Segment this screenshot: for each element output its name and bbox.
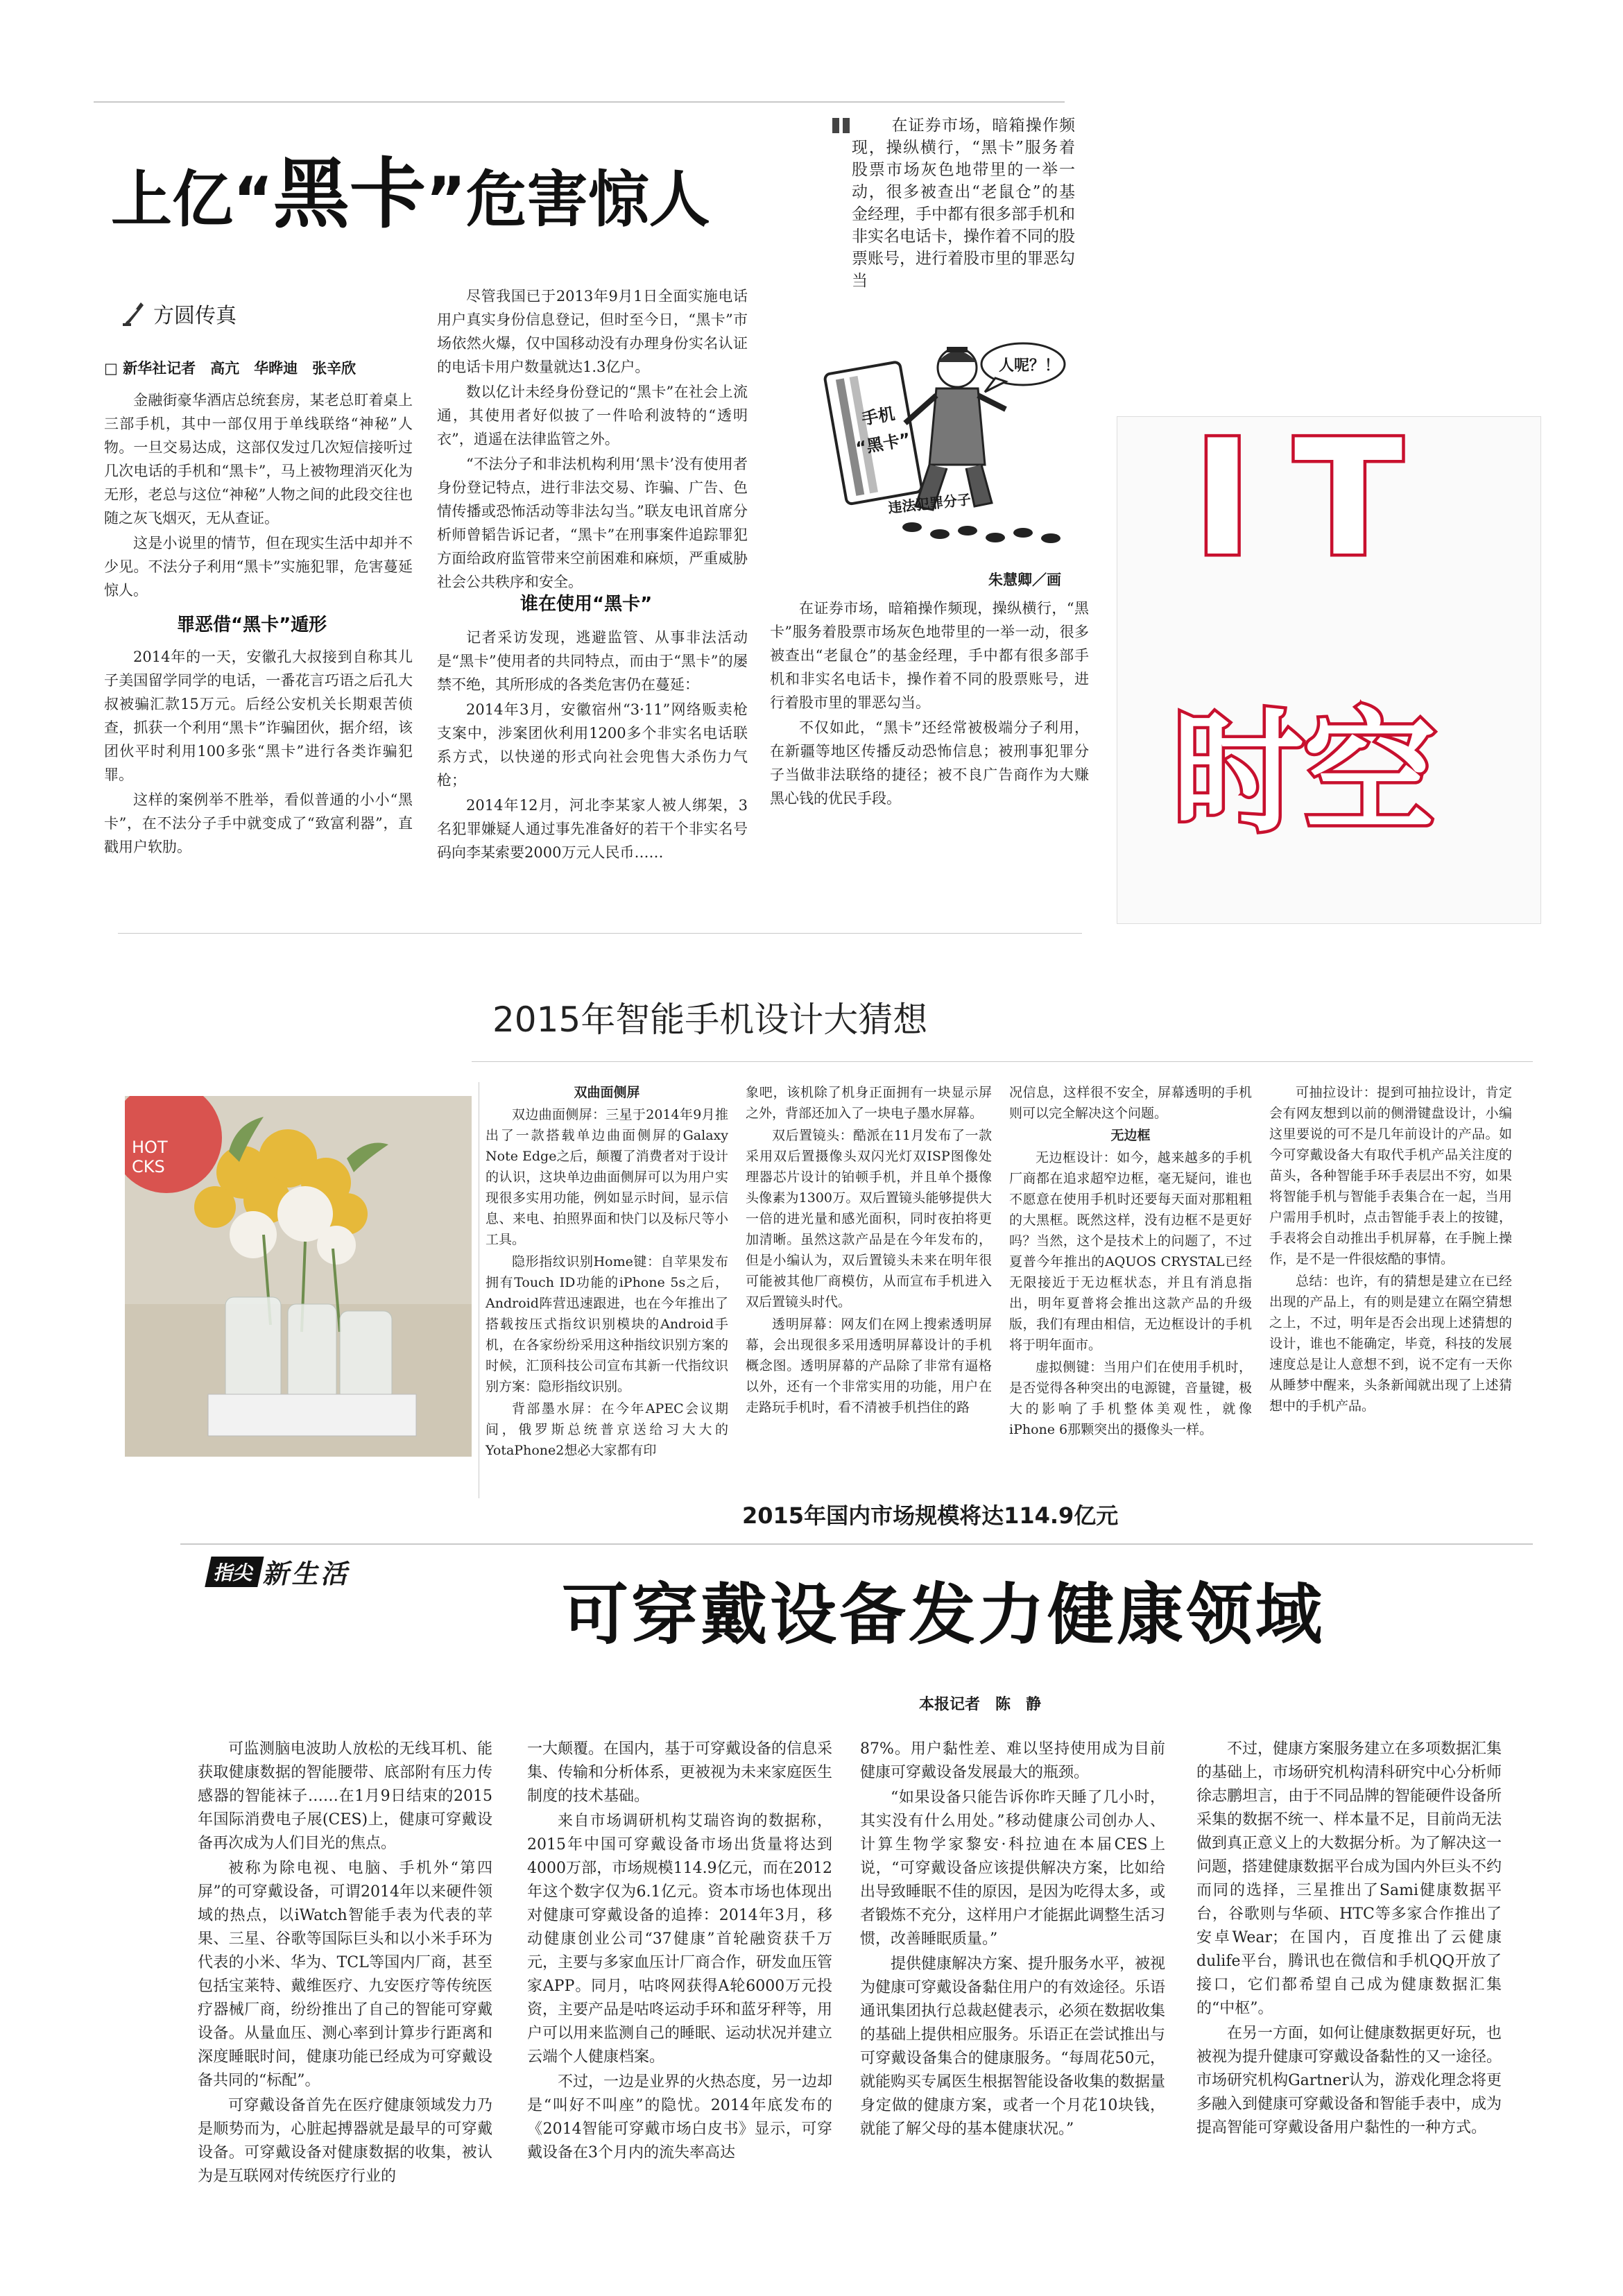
subhead: 双曲面侧屏 xyxy=(574,1085,640,1100)
quote-mark-icon xyxy=(832,118,852,133)
paragraph: “不法分子和非法机构利用‘黑卡’没有使用者身份登记特点，进行非法交易、诈骗、广告、色情传播或恐怖活动等非法勾当。”联友电讯首席分析师曾韬告诉记者，“黑卡”在刑事案件追踪罪犯方面给政府监管带来空前困难和麻烦，严重威胁社会公共秩序和安全。 xyxy=(437,456,748,590)
article1-subhead-2: 谁在使用“黑卡” xyxy=(520,594,653,615)
paragraph: 可抽拉设计：提到可抽拉设计，肯定会有网友想到以前的侧滑键盘设计，小编这里要说的可不是几年前设计的产品。如今可穿戴设备大有取代手机产品关注度的苗头，各种智能手环手表层出不穷，如果将智能手机与智能手表集合在一起，当用户需用手机时，点击智能手表上的按键，手表将会自动推出手机屏幕，在手腕上操作，是不是一件很炫酷的事情。 xyxy=(1269,1085,1512,1267)
paragraph: 况信息，这样很不安全，屏幕透明的手机则可以完全解决这个问题。 xyxy=(1009,1085,1252,1121)
article1-byline: □ 新华社记者 高亢 华晔迪 张辛欣 xyxy=(104,360,357,377)
section-rule xyxy=(180,1543,1533,1545)
paragraph: “如果设备只能告诉你昨天睡了几小时，其实没有什么用处。”移动健康公司创办人、计算生物学家黎安·科拉迪在本届CES上说，“可穿戴设备应该提供解决方案，比如给出导致睡眠不佳的原因，是因为吃得太多，或者锻炼不充分，这样用户才能据此调整生活习惯，改善睡眠质量。” xyxy=(860,1789,1166,1948)
paragraph: 在另一方面，如何让健康数据更好玩，也被视为提升健康可穿戴设备黏性的又一途径。市场研究机构Gartner认为，游戏化理念将更多融入到健康可穿戴设备和智能手表中，成为提高智能可穿戴设备用户黏性的一种方式。 xyxy=(1196,2025,1502,2136)
article1-col3 xyxy=(770,597,1089,810)
paragraph: 数以亿计未经身份登记的“黑卡”在社会上流通，其使用者好似披了一件哈利波特的“透明衣”，逍遥在法律监管之外。 xyxy=(437,384,748,447)
paragraph: 在证券市场，暗箱操作频现，操纵横行，“黑卡”服务着股票市场灰色地带里的一举一动，很多被查出“老鼠仓”的基金经理，手中都有很多部手机和非实名电话卡，操作着不同的股票账号，进行着股市里的罪恶勾当。 xyxy=(770,600,1089,711)
paragraph: 这是小说里的情节，但在现实生活中却并不少见。不法分子利用“黑卡”实施犯罪，危害蔓延惊人。 xyxy=(104,535,413,599)
paragraph: 双后置镜头：酷派在11月发布了一款采用双后置摄像头双闪光灯双ISP图像处理器芯片设计的铂顿手机，并且单个摄像头像素为1300万。双后置镜头能够提供大一倍的进光量和感光面积，同时夜拍将更加清晰。虽然这款产品是在今年发布的，但是小编认为，双后置镜头未来在明年很可能被其他厂商模仿，从而宣布手机进入双后置镜头时代。 xyxy=(746,1128,992,1310)
article1-col1b xyxy=(104,645,413,859)
section-label xyxy=(204,1552,357,1591)
paragraph: 象吧，该机除了机身正面拥有一块显示屏之外，背部还加入了一块电子墨水屏幕。 xyxy=(746,1085,992,1121)
subhead: 无边框 xyxy=(1110,1128,1151,1143)
paragraph: 提供健康解决方案、提升服务水平，被视为健康可穿戴设备黏住用户的有效途径。乐语通讯集团执行总裁赵健表示，必须在数据收集的基础上提供相应服务。乐语正在尝试推出与可穿戴设备集合的健康服务。“每周花50元，就能购买专属医生根据智能设备收集的数据量身定做的健康方案，或者一个月花10块钱，就能了解父母的基本健康状况。” xyxy=(860,1955,1166,2138)
headline-post: ”危害惊人 xyxy=(425,164,710,235)
article1-col2 xyxy=(437,284,748,594)
cartoon-card-label xyxy=(849,398,913,463)
article3-col4 xyxy=(1196,1738,1502,2140)
article3-headline: 可穿戴设备发力健康领域 xyxy=(562,1575,1325,1654)
headline-pre: 上亿“ xyxy=(111,164,273,235)
feather-pen-icon xyxy=(121,300,146,327)
paragraph: 2014年3月，安徽宿州“3·11”网络贩卖枪支案中，涉案团伙利用1200多个非实名电话联系方式，以快递的形式向社会兜售大杀伤力气枪； xyxy=(437,701,748,789)
paragraph: 尽管我国已于2013年9月1日全面实施电话用户真实身份信息登记，但时至今日，“黑卡”市场依然火爆，仅中国移动没有办理身份实名认证的电话卡用户数量就达1.3亿户。 xyxy=(437,288,748,375)
card-label-line1: 手机 xyxy=(860,404,897,429)
article1-col1 xyxy=(104,388,413,602)
cartoon-bubble-text: 人呢？！ xyxy=(999,357,1060,375)
paragraph: 总结：也许，有的猜想是建立在已经出现的产品上，有的则是建立在隔空猜想之上，不过，明年是否会出现上述猜想的设计，谁也不能确定，毕竟，科技的发展速度总是让人意想不到，说不定有一天你从睡梦中醒来，头条新闻就出现了上述猜想中的手机产品。 xyxy=(1269,1274,1512,1414)
cartoon-credit: 朱慧卿／画 xyxy=(988,572,1061,588)
headline-emphasis: 黑卡 xyxy=(273,150,426,239)
cartoon-foot-caption: 违法犯罪分子 xyxy=(887,490,972,517)
paragraph: 2014年的一天，安徽孔大叔接到自称其儿子美国留学同学的电话，一番花言巧语之后孔大叔被骗汇款15万元。后经公安机关长期艰苦侦查，抓获一个利用“黑卡”诈骗团伙，据介绍，该团伙平时利用100多张“黑卡”进行各类诈骗犯罪。 xyxy=(104,649,413,783)
paragraph: 隐形指纹识别Home键：自苹果发布拥有Touch ID功能的iPhone 5s之后，Android阵营迅速跟进，也在今年推出了搭载按压式指纹识别模块的Android手机，在各家纷纷采用这种指纹识别方案的时候，汇顶科技公司宣布其新一代指纹识别方案：隐形指纹识别。 xyxy=(486,1254,728,1394)
paragraph: 双边曲面侧屏：三星于2014年9月推出了一款搭载单边曲面侧屏的Galaxy Note Edge之后，颠覆了消费者对于设计的认识，这块单边曲面侧屏可以为用户实现很多实用功能，例如显示时间，显示信息、来电、拍照界面和快门以及标尺等小工具。 xyxy=(486,1107,728,1247)
it-title-top: IT xyxy=(1193,406,1445,592)
photo-badge xyxy=(132,1138,168,1176)
article2-col3 xyxy=(1009,1082,1252,1440)
column-label-text: 方圆传真 xyxy=(153,304,237,328)
paragraph: 虚拟侧键：当用户们在使用手机时，是否觉得各种突出的电源键，音量键，极大的影响了手机整体美观性，就像iPhone 6那颗突出的摄像头一样。 xyxy=(1009,1360,1252,1437)
article2-col1 xyxy=(486,1082,728,1461)
article3-byline: 本报记者 陈 静 xyxy=(919,1696,1042,1713)
paragraph: 87%。用户黏性差、难以坚持使用成为目前健康可穿戴设备发展最大的瓶颈。 xyxy=(860,1740,1165,1781)
paragraph: 不过，健康方案服务建立在多项数据汇集的基础上，市场研究机构清科研究中心分析师徐志鹏坦言，由于不同品牌的智能硬件设备所采集的数据不统一、样本量不足，目前尚无法做到真正意义上的大数据分析。为了解决这一问题，搭建健康数据平台成为国内外巨头不约而同的选择，三星推出了Sami健康数据平台，谷歌则与华硕、HTC等多家合作推出了安卓Wear；在国内，百度推出了云健康dulife平台，腾讯也在微信和手机QQ开放了接口，它们都希望自己成为健康数据汇集的“中枢”。 xyxy=(1196,1740,1502,2017)
article2-headline: 2015年智能手机设计大猜想 xyxy=(492,1000,928,1040)
article2-col2 xyxy=(746,1082,992,1418)
section-divider xyxy=(118,933,1082,934)
top-rule xyxy=(94,101,1065,103)
paragraph: 背部墨水屏：在今年APEC会议期间，俄罗斯总统普京送给习大大的YotaPhone2想必大家都有印 xyxy=(486,1401,728,1458)
article3-col1 xyxy=(198,1738,492,2188)
article1-subhead-1: 罪恶借“黑卡”遁形 xyxy=(177,615,327,635)
photo-badge-line1: HOT xyxy=(132,1138,168,1157)
card-label-line2: “黑卡” xyxy=(854,429,912,459)
article1-headline xyxy=(111,150,710,239)
article3-col3 xyxy=(860,1738,1165,2141)
paragraph: 被称为除电视、电脑、手机外“第四屏”的可穿戴设备，可谓2014年以来硬件领域的热点，以iWatch智能手表为代表的苹果、三星、谷歌等国际巨头和以小米手环为代表的小米、华为、TCL等国内厂商，甚至包括宝莱特、戴维医疗、九安医疗等传统医疗器械厂商，纷纷推出了自己的智能可穿戴设备。从量血压、测心率到计算步行距离和深度睡眠时间，健康功能已经成为可穿戴设备共同的“标配”。 xyxy=(198,1860,492,2089)
article3-kicker: 2015年国内市场规模将达114.9亿元 xyxy=(742,1502,1119,1529)
paragraph: 记者采访发现，逃避监管、从事非法活动是“黑卡”使用者的共同特点，而由于“黑卡”的屡禁不绝，其所形成的各类危害仍在蔓延： xyxy=(437,629,748,693)
column-label xyxy=(121,298,237,329)
paragraph: 2014年12月，河北李某家人被人绑架，3名犯罪嫌疑人通过事先准备好的若干个非实名号码向李某索要2000万元人民币…… xyxy=(437,797,748,861)
article3-col2 xyxy=(527,1738,832,2165)
headline-underline xyxy=(472,1061,1533,1062)
photo-badge-line2: CKS xyxy=(132,1157,165,1176)
article1-col2b xyxy=(437,626,748,864)
section-label-1: 指尖 xyxy=(205,1557,264,1587)
paragraph: 这样的案例举不胜举，看似普通的小小“黑卡”，在不法分子手中就变成了“致富利器”，直戳用户软肋。 xyxy=(104,791,413,855)
paragraph: 金融街豪华酒店总统套房，某老总盯着桌上三部手机，其中一部仅用于单线联络“神秘”人物。一旦交易达成，这部仅发过几次短信接听过几次电话的手机和“黑卡”，马上被物理消灭化为无形，老总与这位“神秘”人物之间的此段交往也随之灰飞烟灭，无从查证。 xyxy=(104,392,413,526)
paragraph: 不过，一边是业界的火热态度，另一边却是“叫好不叫座”的隐忧。2014年底发布的《2014智能可穿戴市场白皮书》显示，可穿戴设备在3个月内的流失率高达 xyxy=(527,2073,833,2161)
paragraph: 可穿戴设备首先在医疗健康领域发力乃是顺势而为，心脏起搏器就是最早的可穿戴设备。可穿戴设备对健康数据的收集，被认为是互联网对传统医疗行业的 xyxy=(198,2097,492,2185)
article1-pullquote xyxy=(852,114,1075,292)
section-label-2: 新生活 xyxy=(261,1558,356,1589)
flower-photo xyxy=(125,1096,472,1457)
paragraph: 一大颠覆。在国内，基于可穿戴设备的信息采集、传输和分析体系，更被视为未来家庭医生制度的技术基础。 xyxy=(527,1740,833,1805)
paragraph: 来自市场调研机构艾瑞咨询的数据称，2015年中国可穿戴设备市场出货量将达到4000万部，市场规模114.9亿元，而在2012年这个数字仅为6.1亿元。资本市场也体现出对健康可穿戴设备的追捧：2014年3月，移动健康创业公司“37健康”首轮融资获千万元，主要与多家血压计厂商合作，研发血压管家APP。同月，咕咚网获得A轮6000万元投资，主要产品是咕咚运动手环和蓝牙秤等，用户可以用来监测自己的睡眠、运动状况并建立云端个人健康档案。 xyxy=(527,1813,833,2066)
article2-col4 xyxy=(1269,1082,1512,1416)
paragraph: 可监测脑电波助人放松的无线耳机、能获取健康数据的智能腰带、底部附有压力传感器的智能袜子……在1月9日结束的2015年国际消费电子展(CES)上，健康可穿戴设备再次成为人们目光的焦点。 xyxy=(198,1740,492,1852)
it-title-bottom: 时空 xyxy=(1172,696,1436,850)
pullquote-text: 在证券市场，暗箱操作频现，操纵横行，“黑卡”服务着股票市场灰色地带里的一举一动，很多被查出“老鼠仓”的基金经理，手中都有很多部手机和非实名电话卡，操作着不同的股票账号，进行着股市里的罪恶勾当 xyxy=(852,117,1075,290)
paragraph: 不仅如此，“黑卡”还经常被极端分子利用，在新疆等地区传播反动恐怖信息；被刑事犯罪分子当做非法联络的捷径；被不良广告商作为大赚黑心钱的优民手段。 xyxy=(770,719,1089,807)
paragraph: 无边框设计：如今，越来越多的手机厂商都在追求超窄边框，毫无疑问，谁也不愿意在使用手机时还要每天面对那粗粗的大黑框。既然这样，没有边框不是更好吗？当然，这个是技术上的问题了，不过夏普今年推出的AQUOS CRYSTAL已经无限接近于无边框状态，并且有消息指出，明年夏普将会推出这款产品的升级版，我们有理由相信，无边框设计的手机将于明年面市。 xyxy=(1009,1150,1252,1353)
paragraph: 透明屏幕：网友们在网上搜索透明屏幕，会出现很多采用透明屏幕设计的手机概念图。透明屏幕的产品除了非常有逼格以外，还有一个非常实用的功能，用户在走路玩手机时，看不清被手机挡住的路 xyxy=(746,1317,992,1415)
